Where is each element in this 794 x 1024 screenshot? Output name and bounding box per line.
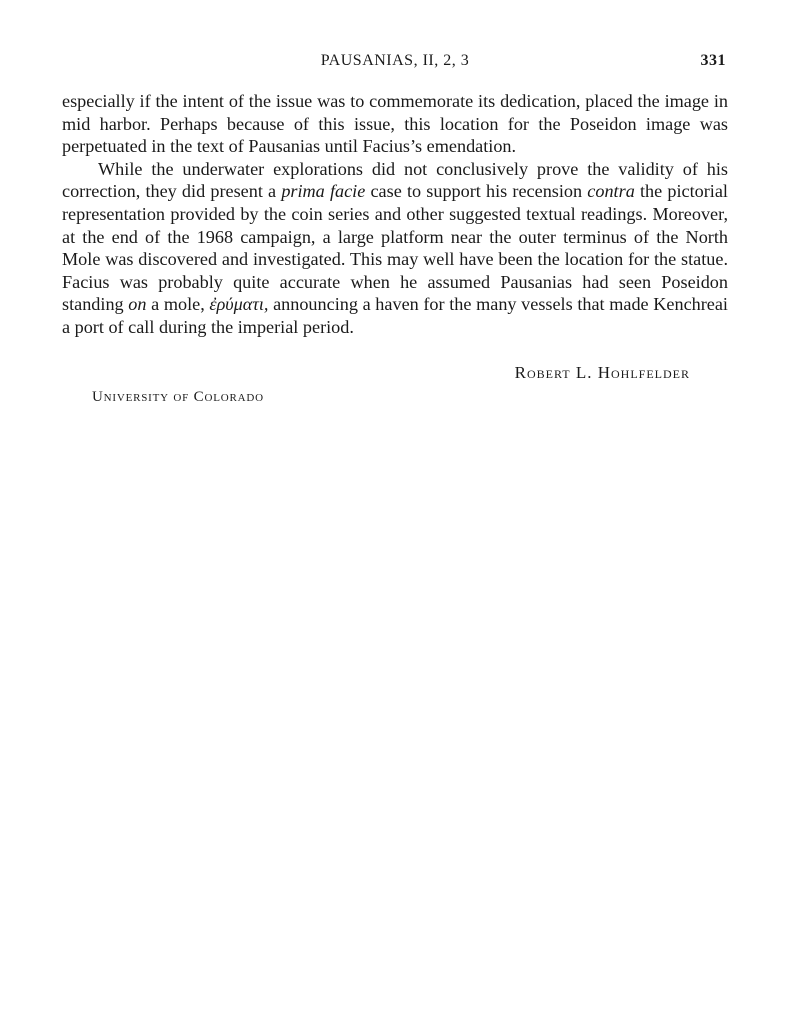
paragraph-2-segment: a mole, <box>146 294 210 315</box>
page <box>62 50 728 406</box>
author-name: Robert L. Hohlfelder <box>514 362 690 382</box>
author-affiliation: University of Colorado <box>92 388 264 405</box>
paragraph-1: especially if the intent of the issue was to commemorate its dedication, placed the image in mid harbor. Perhaps because of this issue, this location for the Poseidon image was perpetuated in the text of Pausanias until Facius’s emendation. <box>62 91 728 157</box>
italic-on: on <box>128 294 147 315</box>
paragraph-2-segment: case to support his recension <box>365 181 588 202</box>
paragraph-2-segment: the pictorial representation provided by the coin series and other suggested textual readings. Moreover, at the end of the 1968 campaign, a large platform near the outer terminus of the North Mole was discovered and investigated. This may well have been the location for the statue. Facius was probably quite accurate when he assumed Pausanias had seen Poseidon standing <box>62 181 728 315</box>
paragraph-2-segment: announcing a haven for the many vessels that made Kenchreai a port of call during the imperial period. <box>62 294 728 337</box>
running-title: PAUSANIAS, II, 2, 3 <box>320 52 470 69</box>
italic-greek-term: ἐρύματι, <box>209 294 269 315</box>
italic-prima-facie: prima facie <box>281 181 366 202</box>
paragraph-2-segment: While the underwater explorations did not conclusively prove the validity of his correction, they did present a <box>62 158 728 202</box>
page-number: 331 <box>700 52 726 69</box>
running-head <box>62 50 728 76</box>
paragraph-2 <box>62 158 728 339</box>
italic-contra: contra <box>587 181 635 202</box>
body-text <box>62 90 728 339</box>
